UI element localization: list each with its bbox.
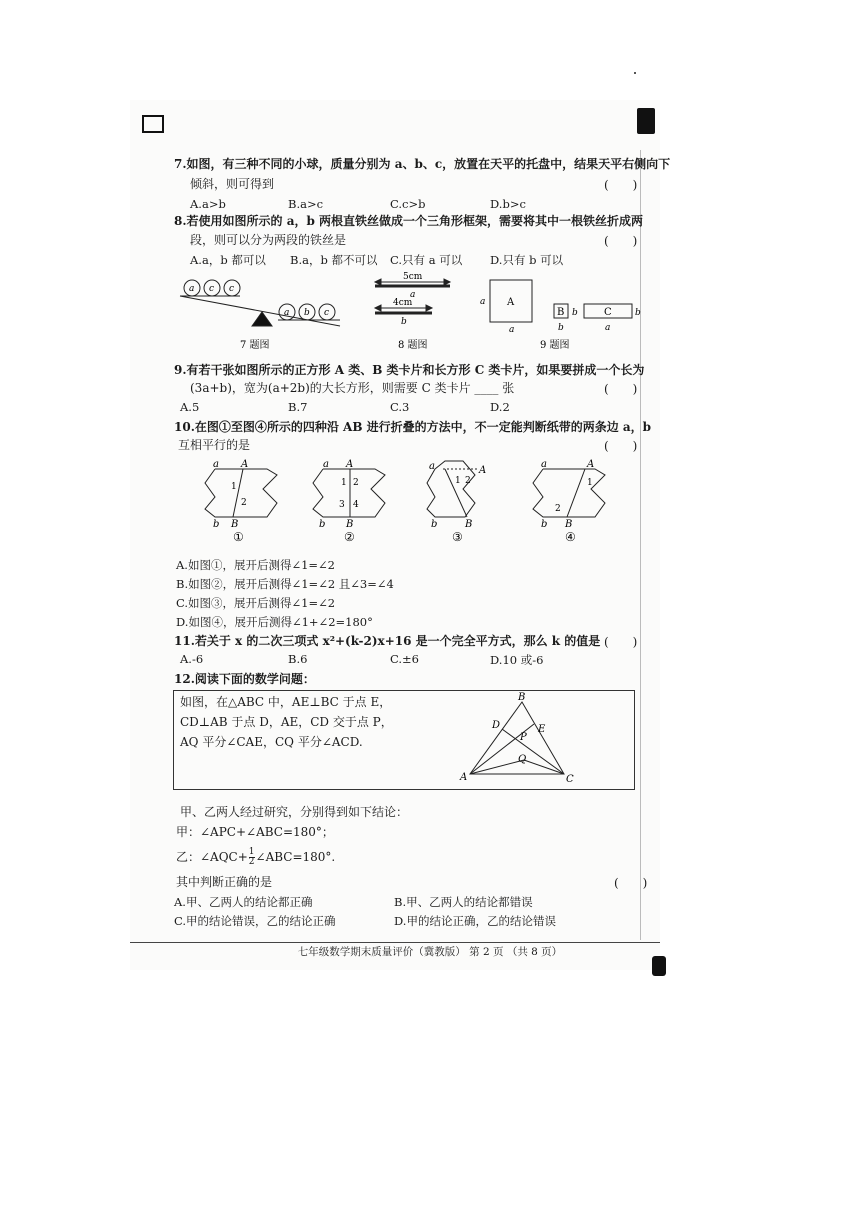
tri-label-b: B	[518, 692, 526, 703]
q11-option-b: B.6	[288, 652, 308, 666]
figures-7-8-9	[170, 268, 650, 358]
q8-answer-paren: ( )	[604, 234, 638, 248]
q12-box-line1: 如图，在△ABC 中，AE⊥BC 于点 E，	[180, 695, 392, 709]
q10-stem-line2: 互相平行的是	[178, 438, 251, 452]
ball-label: c	[324, 308, 330, 318]
q8-option-a: A.a，b 都可以	[190, 253, 266, 267]
q8-option-d: D.只有 b 可以	[490, 253, 564, 267]
q7-stem-line2: 倾斜，则可得到	[190, 177, 275, 191]
svg-text:2: 2	[555, 504, 561, 514]
q9-option-b: B.7	[288, 400, 308, 414]
fraction-numerator: 1	[248, 847, 255, 857]
q12-stem: 12.阅读下面的数学问题：	[174, 672, 315, 686]
q11-stem: 11.若关于 x 的二次三项式 x²+(k-2)x+16 是一个完全平方式，那么 k 的值是	[174, 634, 601, 648]
svg-text:A: A	[346, 459, 354, 470]
q9-stem-line1: 9.有若干张如图所示的正方形 A 类、B 类卡片和长方形 C 类卡片，如果要拼成一个长为	[174, 363, 645, 377]
svg-text:a: a	[429, 461, 435, 472]
card-a-side: a	[480, 297, 486, 307]
fold-fig-label: ②	[344, 530, 355, 544]
footer-rule	[130, 942, 660, 943]
balance-figure	[180, 280, 340, 326]
svg-text:b: b	[319, 519, 326, 530]
q10-option-a: A.如图①，展开后测得∠1=∠2	[176, 558, 335, 572]
q12-box-line2: CD⊥AB 于点 D，AE，CD 交于点 P，	[180, 715, 393, 729]
fig8-label: 8 题图	[398, 340, 428, 351]
card-c-bottom: a	[605, 323, 611, 333]
q10-option-d: D.如图④，展开后测得∠1+∠2=180°	[176, 615, 373, 629]
svg-text:B: B	[465, 519, 473, 530]
svg-text:2: 2	[241, 498, 247, 508]
ball-label: c	[209, 284, 215, 294]
q11-option-c: C.±6	[390, 652, 419, 666]
q11-option-d: D.10 或-6	[490, 653, 544, 667]
svg-text:4: 4	[353, 500, 359, 510]
q10-option-b: B.如图②，展开后测得∠1=∠2 且∠3=∠4	[176, 577, 394, 591]
svg-text:1: 1	[455, 476, 461, 486]
q7-option-c: C.c>b	[390, 197, 426, 211]
q12-conclusion-jia: 甲：∠APC+∠ABC=180°；	[176, 825, 334, 839]
fig7-label: 7 题图	[240, 340, 270, 351]
ball-label: c	[229, 284, 235, 294]
card-b-label: B	[557, 307, 565, 318]
card-a-label: A	[507, 297, 515, 308]
q10-stem-line1: 10.在图①至图④所示的四种沿 AB 进行折叠的方法中，不一定能判断纸带的两条边 a，b	[174, 420, 652, 434]
q12-option-d: D.甲的结论正确，乙的结论错误	[394, 914, 556, 928]
svg-text:a: a	[541, 459, 547, 470]
q12-option-a: A.甲、乙两人的结论都正确	[174, 895, 313, 909]
wire-b-label: b	[401, 317, 407, 327]
svg-text:B: B	[346, 519, 354, 530]
svg-text:1: 1	[231, 482, 237, 492]
card-b-side: b	[572, 308, 578, 318]
q11-answer-paren: ( )	[604, 635, 638, 649]
svg-text:2: 2	[353, 478, 359, 488]
page-footer: 七年级数学期末质量评价（冀教版） 第 2 页 （共 8 页）	[297, 946, 563, 958]
q12-answer-paren: ( )	[614, 876, 648, 890]
q7-option-a: A.a>b	[190, 197, 226, 211]
q8-stem-line1: 8.若使用如图所示的 a，b 两根直铁丝做成一个三角形框架，需要将其中一根铁丝折成两	[174, 214, 644, 228]
q7-stem-line1: 7.如图，有三种不同的小球，质量分别为 a、b、c，放置在天平的托盘中，结果天平右侧向下	[174, 157, 671, 171]
q8-option-c: C.只有 a 可以	[390, 253, 463, 267]
fraction-denominator: 2	[248, 857, 255, 867]
q7-option-d: D.b>c	[490, 197, 526, 211]
q8-stem-line2: 段，则可以分为两段的铁丝是	[190, 233, 347, 247]
card-b-bottom: b	[558, 323, 564, 333]
svg-text:a: a	[323, 459, 329, 470]
ball-label: b	[304, 308, 310, 318]
svg-text:b: b	[213, 519, 220, 530]
q12-option-c: C.甲的结论错误，乙的结论正确	[174, 914, 336, 928]
svg-text:1: 1	[587, 478, 593, 488]
wire-a-length: 5cm	[403, 272, 423, 282]
tri-label-d: D	[492, 720, 501, 731]
ball-label: a	[189, 284, 195, 294]
svg-text:3: 3	[339, 500, 345, 510]
svg-text:1: 1	[341, 478, 347, 488]
corner-registration-mark-bottom	[652, 956, 666, 976]
tri-label-a: A	[460, 772, 468, 783]
scan-speck	[634, 72, 636, 74]
svg-text:2: 2	[465, 476, 471, 486]
q8-option-b: B.a，b 都不可以	[290, 253, 378, 267]
corner-box-mark	[142, 115, 164, 133]
q11-option-a: A.-6	[180, 652, 204, 666]
card-c-side: b	[635, 308, 641, 318]
svg-text:A: A	[241, 459, 249, 470]
ball-label: a	[284, 308, 290, 318]
q10-option-c: C.如图③，展开后测得∠1=∠2	[176, 596, 336, 610]
fold-fig-label: ④	[565, 530, 576, 544]
svg-text:b: b	[431, 519, 438, 530]
svg-text:B: B	[231, 519, 239, 530]
q9-stem-line2: (3a+b)，宽为(a+2b)的大长方形，则需要 C 类卡片 ____ 张	[190, 381, 515, 395]
q10-answer-paren: ( )	[604, 439, 638, 453]
tri-label-p: P	[520, 732, 527, 743]
svg-text:B: B	[565, 519, 573, 530]
wire-b-length: 4cm	[393, 298, 413, 308]
tri-label-e: E	[538, 724, 546, 735]
q7-option-b: B.a>c	[288, 197, 324, 211]
q12-intro: 甲、乙两人经过研究，分别得到如下结论：	[180, 805, 409, 819]
fold-figures	[195, 455, 615, 547]
q7-answer-paren: ( )	[604, 178, 638, 192]
q12-box-line3: AQ 平分∠CAE，CQ 平分∠ACD.	[180, 735, 363, 749]
fold-fig-label: ③	[452, 530, 463, 544]
svg-text:b: b	[541, 519, 548, 530]
q9-answer-paren: ( )	[604, 382, 638, 396]
tri-label-c: C	[566, 774, 574, 785]
svg-text:A: A	[479, 465, 487, 476]
svg-text:A: A	[587, 459, 595, 470]
fig9-label: 9 题图	[540, 340, 570, 351]
q12-judge: 其中判断正确的是	[176, 875, 273, 889]
q9-option-c: C.3	[390, 400, 410, 414]
q12-option-b: B.甲、乙两人的结论都错误	[394, 895, 533, 909]
q9-option-a: A.5	[180, 400, 200, 414]
q12-conclusion-yi: 乙：∠AQC+ $\frac{1}{2}$ ∠ABC=180°.	[176, 847, 336, 867]
corner-registration-mark	[637, 108, 655, 134]
q9-option-d: D.2	[490, 400, 510, 414]
card-c-label: C	[604, 307, 612, 318]
triangle-figure	[452, 692, 582, 787]
card-a-bottom: a	[509, 325, 515, 335]
fold-fig-label: ①	[233, 530, 244, 544]
wire-a-label: a	[410, 290, 416, 300]
tri-label-q: Q	[518, 754, 527, 765]
svg-text:a: a	[213, 459, 219, 470]
